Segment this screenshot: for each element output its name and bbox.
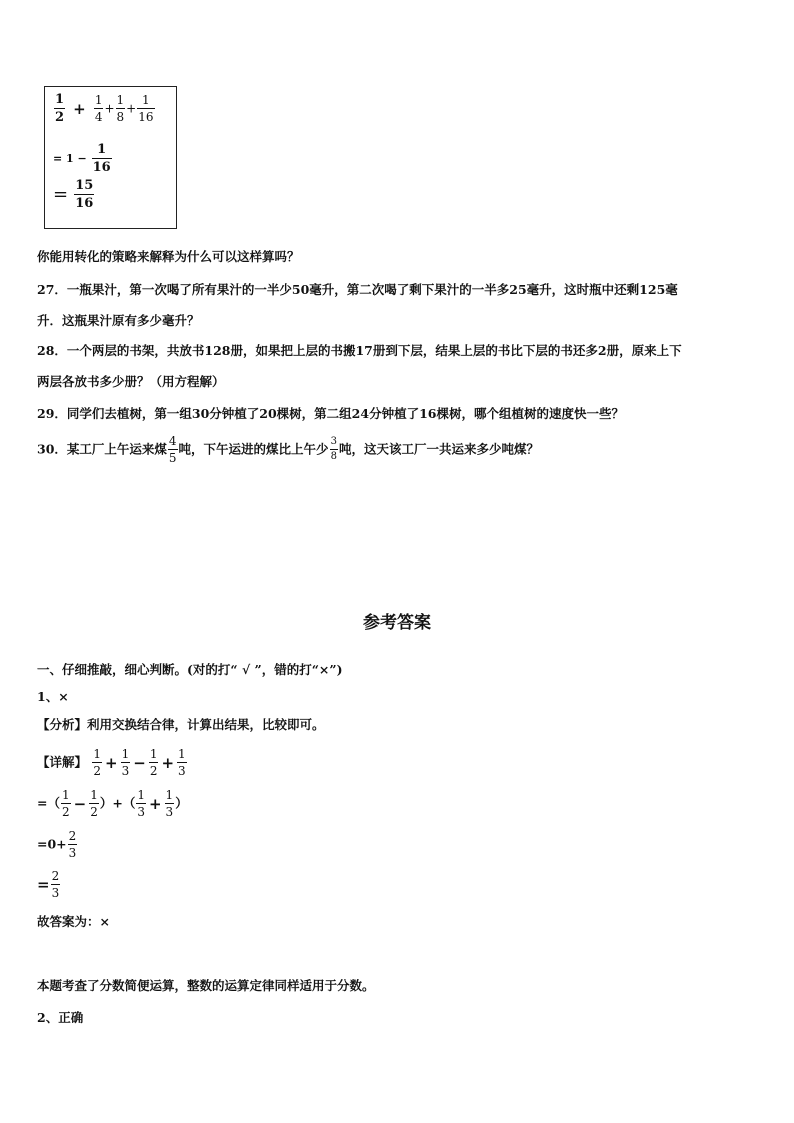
denominator: 3	[68, 846, 77, 860]
numerator: 2	[51, 869, 60, 883]
operator: −	[73, 794, 87, 813]
fraction	[330, 437, 338, 462]
denominator: 2	[90, 805, 98, 819]
fraction	[94, 94, 104, 123]
question-29: 29．同学们去植树，第一组30分钟植了20棵树，第二组24分钟植了16棵树，哪个组植树的速度快一些？	[37, 406, 624, 421]
denominator: 8	[116, 110, 125, 124]
fraction	[136, 789, 146, 818]
question-30-text-c: 吨，这天该工厂一共运来多少吨煤？	[338, 441, 539, 457]
equation-middle: ）+（	[99, 795, 136, 811]
denominator: 2	[149, 764, 158, 778]
question-28-line-1: 28．一个两层的书架，共放书128册，如果把上层的书搬17册到下层，结果上层的书比下层的书还多2册，原来上下	[37, 343, 682, 358]
equation-prefix: =0+	[37, 836, 67, 852]
numerator: 1	[93, 747, 102, 761]
operator: +	[126, 101, 137, 116]
denominator: 16	[138, 110, 154, 124]
fraction	[89, 789, 99, 818]
denominator: 16	[75, 196, 94, 211]
numerator: 1	[55, 92, 65, 107]
denominator: 3	[165, 805, 174, 819]
fraction	[121, 748, 131, 777]
numerator: 1	[178, 747, 186, 761]
denominator: 3	[178, 764, 186, 778]
fraction	[61, 789, 71, 818]
fraction	[137, 94, 154, 123]
answer-1-detail-line-2	[37, 785, 188, 822]
fraction	[74, 179, 94, 210]
operator: +	[148, 794, 162, 813]
box-line-1	[53, 93, 156, 124]
question-27-line-2: 升．这瓶果汁原有多少毫升？	[37, 313, 200, 328]
denominator: 2	[93, 764, 102, 778]
fraction	[54, 93, 65, 124]
fraction	[116, 94, 126, 123]
answer-1-detail-line-4	[37, 866, 61, 903]
denominator: 4	[94, 110, 103, 124]
numerator: 2	[68, 829, 77, 843]
question-28-line-2: 两层各放书多少册？（用方程解）	[37, 374, 225, 389]
denominator: 3	[51, 886, 60, 900]
answer-1-detail-line-1	[37, 744, 188, 781]
operator: +	[161, 753, 175, 772]
fraction	[165, 789, 175, 818]
numerator: 1	[165, 788, 174, 802]
operator: +	[73, 99, 86, 118]
numerator: 15	[75, 178, 94, 193]
answer-1-conclusion: 故答案为：×	[37, 914, 110, 929]
question-30-text-b: 吨，下午运进的煤比上午少	[178, 441, 329, 457]
denominator: 16	[92, 160, 111, 175]
numerator: 1	[97, 142, 107, 157]
question-intro: 你能用转化的策略来解释为什么可以这样算吗？	[37, 249, 300, 264]
fraction	[51, 870, 61, 899]
answer-1-analysis: 【分析】利用交换结合律，计算出结果，比较即可。	[37, 717, 325, 732]
numerator: 1	[149, 747, 158, 761]
answer-title: 参考答案	[363, 613, 431, 633]
fraction	[168, 435, 178, 464]
fraction	[92, 748, 102, 777]
equation-prefix: = 1 −	[53, 152, 87, 165]
numerator: 4	[168, 434, 177, 448]
section-1-heading: 一、仔细推敲，细心判断。(对的打“ √ ”，错的打“×”)	[37, 662, 343, 677]
operator: +	[104, 101, 115, 116]
equation-prefix: =	[53, 184, 69, 205]
equation-prefix: =（	[37, 795, 60, 811]
numerator: 1	[142, 93, 150, 107]
answer-1-summary: 本题考查了分数简便运算，整数的运算定律同样适用于分数。	[37, 978, 375, 993]
denominator: 8	[330, 451, 337, 462]
numerator: 1	[137, 788, 145, 802]
operator: +	[105, 753, 118, 772]
question-27-line-1: 27．一瓶果汁，第一次喝了所有果汁的一半少50毫升，第二次喝了剩下果汁的一半多25毫升，这时瓶中还剩125毫	[37, 282, 678, 297]
fraction	[149, 748, 159, 777]
numerator: 1	[121, 747, 130, 761]
detail-label: 【详解】	[37, 754, 88, 770]
answer-1-label: 1、×	[37, 689, 69, 704]
numerator: 1	[94, 93, 103, 107]
denominator: 3	[121, 764, 130, 778]
calculation-box	[44, 86, 177, 229]
box-line-2	[53, 143, 113, 174]
question-30	[37, 434, 539, 465]
numerator: 1	[90, 788, 98, 802]
answer-2-label: 2、正确	[37, 1010, 84, 1025]
box-line-3	[53, 179, 95, 210]
denominator: 3	[137, 805, 145, 819]
operator: −	[133, 753, 146, 772]
numerator: 1	[61, 788, 70, 802]
fraction	[92, 143, 112, 174]
fraction	[177, 748, 187, 777]
equation-end: ）	[175, 795, 188, 811]
numerator: 1	[116, 93, 125, 107]
equation-prefix: =	[37, 875, 50, 894]
numerator: 3	[330, 436, 337, 447]
question-30-text-a: 30．某工厂上午运来煤	[37, 441, 167, 457]
fraction	[68, 830, 78, 859]
answer-1-detail-line-3	[37, 826, 78, 863]
denominator: 5	[168, 451, 177, 465]
denominator: 2	[61, 805, 70, 819]
denominator: 2	[55, 110, 65, 125]
